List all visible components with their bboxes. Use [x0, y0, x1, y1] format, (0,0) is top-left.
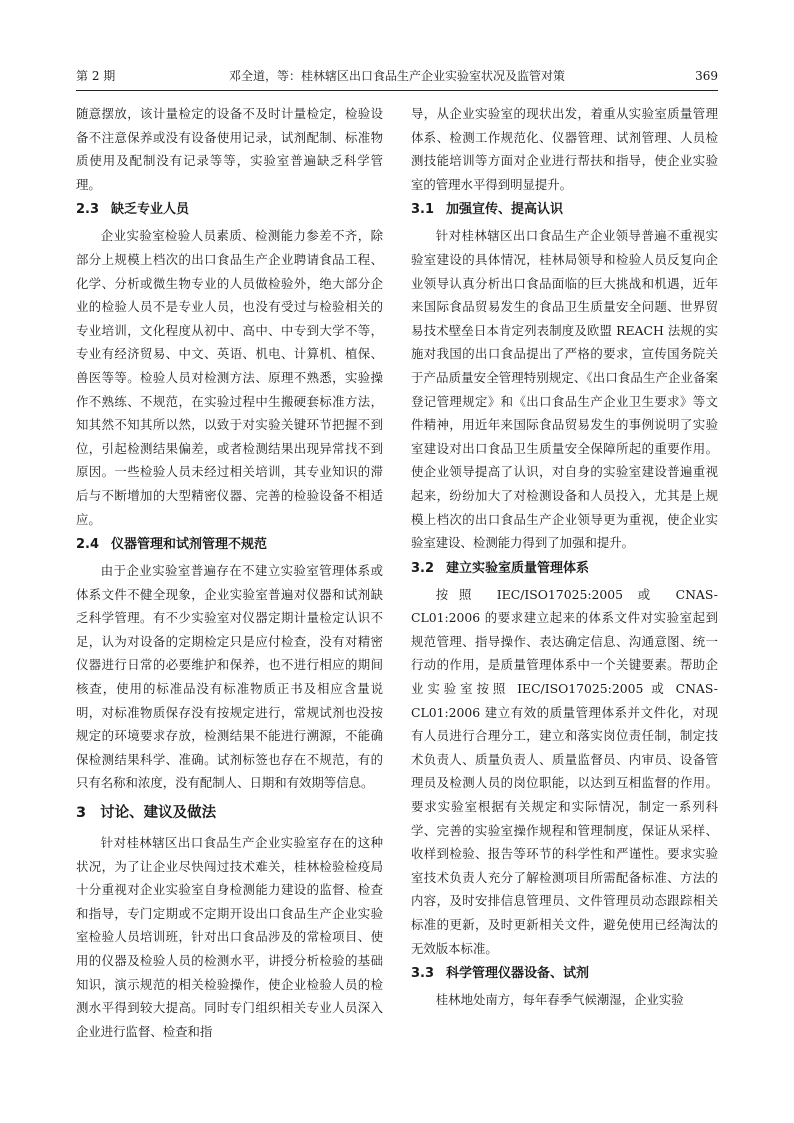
section-heading-3-2 — [411, 558, 718, 580]
section-heading-2-3 — [76, 199, 383, 221]
paragraph-continued: 随意摆放，该计量检定的设备不及时计量检定，检验设备不注意保养或没有设备使用记录，试剂配制、标准物质使用及配制没有记录等等，实验室普遍缺乏科学管理。 — [76, 106, 383, 192]
section-number: 3.3 — [411, 966, 435, 982]
section-heading-3 — [76, 801, 383, 825]
section-title: 仪器管理和试剂管理不规范 — [111, 537, 268, 553]
left-column — [76, 102, 383, 1043]
section-title: 加强宣传、提高认识 — [446, 202, 564, 218]
section-heading-3-3 — [411, 963, 718, 985]
running-title: 邓全道，等：桂林辖区出口食品生产企业实验室状况及监管对策 — [228, 69, 565, 83]
issue-number: 第 2 期 — [76, 69, 116, 83]
paragraph: 针对桂林辖区出口食品生产企业实验室存在的这种状况，为了让企业尽快闯过技术难关，桂林检验检疫局十分重视对企业实验室自身检测能力建设的监督、检查和指导，专门定期或不定期开设出口食品生产企业实验室检验人员培训班，针对出口食品涉及的常检项目、使用的仪器及检验人员的检测水平，讲授分析检验的基础知识，演示规范的相关检验操作，使企业检验人员的检测水平得到较大提高。同时专门组织相关专业人员深入企业进行监督、检查和指 — [76, 835, 383, 1039]
section-number: 3.1 — [411, 202, 435, 218]
page-number: 369 — [695, 69, 718, 83]
section-title: 缺乏专业人员 — [111, 202, 190, 218]
section-title: 建立实验室质量管理体系 — [446, 560, 590, 576]
paragraph: 按照 IEC/ISO17025:2005 或 CNAS-CL01:2006 的要求建立起来的体系文件对实验室起到规范管理、指导操作、表达确定信息、沟通意图、统一行动的作用，是质量管理体系中一个关键要素。帮助企业实验室按照 IEC/ISO17025:2005 或 CNAS-CL01:2006 建立有效的质量管理体系并文件化，对现有人员进行合理分工，建立和落实岗位责任制，制定技术负责人、质量负责人、质量监督员、内审员、设备管理员及检测人员的岗位职能，以达到互相监督的作用。要求实验室根据有关规定和实际情况，制定一系列科学、完善的实验室操作规程和管理制度，保证从采样、收样到检验、报告等环节的科学性和严谨性。要求实验室技术负责人充分了解检测项目所需配备标准、方法的内容，及时安排信息管理员、文件管理员动态跟踪相关标准的更新，及时更新相关文件，避免使用已经淘汰的无效版本标准。 — [411, 586, 718, 956]
paragraph: 企业实验室检验人员素质、检测能力参差不齐，除部分上规模上档次的出口食品生产企业聘请食品工程、化学、分析或微生物专业的人员做检验外，绝大部分企业的检验人员不是专业人员，也没有受过与检验相关的专业培训，文化程度从初中、高中、中专到大学不等，专业有经济贸易、中文、英语、机电、计算机、植保、兽医等等。检验人员对检测方法、原理不熟悉，实验操作不熟练、不规范，在实验过程中生搬硬套标准方法，知其然不知其所以然，以致于对实验关键环节把握不到位，引起检测结果偏差，或者检测结果出现异常找不到原因。一些检验人员未经过相关培训，其专业知识的滞后与不断增加的大型精密仪器、完善的检验设备不相适应。 — [76, 228, 383, 527]
section-heading-2-4 — [76, 534, 383, 556]
section-title: 讨论、建议及做法 — [100, 805, 217, 822]
right-column — [411, 102, 718, 1012]
section-number: 2.4 — [76, 537, 100, 553]
section-heading-3-1 — [411, 199, 718, 221]
running-header — [76, 66, 718, 86]
paragraph: 由于企业实验室普遍存在不建立实验室管理体系或体系文件不健全现象，企业实验室普遍对仪器和试剂缺乏科学管理。有不少实验室对仪器定期计量检定认识不足，认为对设备的定期检定只是应付检查，没有对精密仪器进行日常的必要维护和保养，也不进行相应的期间核查，使用的标准品没有标准物质正书及相应含量说明，对标准物质保存没有按规定进行，常规试剂也没按规定的环境要求存放，检测结果不能进行溯源，不能确保检测结果科学、准确。试剂标签也存在不规范，有的只有名称和浓度，没有配制人、日期和有效期等信息。 — [76, 563, 383, 791]
section-title: 科学管理仪器设备、试剂 — [446, 966, 590, 982]
section-number: 2.3 — [76, 202, 100, 218]
paragraph-continued: 导，从企业实验室的现状出发，着重从实验室质量管理体系、检测工作规范化、仪器管理、试剂管理、人员检测技能培训等方面对企业进行帮扶和指导，使企业实验室的管理水平得到明显提升。 — [411, 106, 718, 192]
header-rule — [76, 90, 718, 91]
paragraph: 桂林地处南方，每年春季气候潮湿，企业实验 — [435, 992, 684, 1008]
section-number: 3 — [76, 805, 87, 822]
section-number: 3.2 — [411, 560, 435, 576]
paragraph: 针对桂林辖区出口食品生产企业领导普遍不重视实验室建设的具体情况，桂林局领导和检验人员反复向企业领导认真分析出口食品面临的巨大挑战和机遇，近年来国际食品贸易发生的食品卫生质量安全问题、世界贸易技术壁垒日本肯定列表制度及欧盟 REACH 法规的实施对我国的出口食品提出了严格的要求，宣传国务院关于产品质量安全管理特别规定、《出口食品生产企业备案登记管理规定》和《出口食品生产企业卫生要求》等文件精神，用近年来国际食品贸易发生的事例说明了实验室建设对出口食品卫生质量安全保障所起的重要作用。使企业领导提高了认识，对自身的实验室建设普遍重视起来，纷纷加大了对检测设备和人员投入，尤其是上规模上档次的出口食品生产企业领导更为重视，使企业实验室建设、检测能力得到了加强和提升。 — [411, 228, 718, 551]
